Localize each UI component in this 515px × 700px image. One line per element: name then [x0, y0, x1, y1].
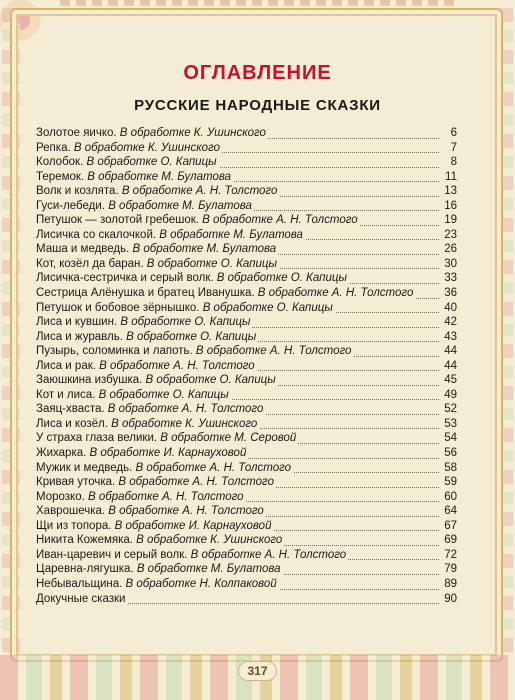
toc-entry-page: 79 — [444, 563, 457, 576]
section-heading: РУССКИЕ НАРОДНЫЕ СКАЗКИ — [134, 97, 381, 114]
toc-entry-adaptation: В обработке А. Н. Толстого — [108, 505, 264, 518]
toc-entry-page: 44 — [444, 359, 457, 372]
toc-entry-adaptation: В обработке М. Серовой — [160, 432, 297, 445]
toc-entry-title — [36, 592, 127, 607]
toc-entry-page: 64 — [444, 505, 457, 518]
toc-entry-name: Хаврошечка. — [36, 505, 109, 518]
toc-entry-title — [36, 155, 219, 170]
toc-entry-title — [36, 519, 273, 534]
toc-entry-page: 8 — [450, 156, 457, 169]
toc-entry-adaptation: В обработке А. Н. Толстого — [190, 548, 347, 561]
toc-entry-name: Золотое яичко. — [36, 127, 120, 139]
toc-entry-name: У страха глаза велики. — [36, 432, 161, 445]
toc-entry-page: 45 — [444, 374, 457, 387]
toc-entry-name: Колобок. — [36, 156, 87, 169]
toc-entry-adaptation: В обработке О. Капицы — [146, 257, 277, 270]
top-border-ornament — [60, 0, 455, 6]
toc-entry-adaptation: В обработке О. Капицы — [86, 156, 217, 169]
toc-entry-adaptation: В обработке О. Капицы — [126, 330, 257, 343]
toc-entry-title — [36, 199, 254, 214]
toc-entry-page: 69 — [444, 534, 457, 547]
toc-entry-page: 26 — [444, 243, 457, 256]
toc-entry-page: 58 — [444, 461, 457, 474]
toc-entry-adaptation: В обработке О. Капицы — [202, 301, 333, 314]
toc-entry-name: Петушок и бобовое зёрнышко. — [36, 301, 203, 314]
toc-entry-page: 90 — [444, 592, 457, 605]
toc-entry-title — [36, 548, 348, 563]
toc-entry-adaptation: В обработке М. Булатова — [87, 170, 231, 183]
toc-entry-page: 36 — [444, 287, 457, 300]
toc-entry-adaptation: В обработке М. Булатова — [136, 563, 281, 576]
contents-heading: ОГЛАВЛЕНИЕ — [183, 62, 332, 84]
toc-entry-name: Кот и лиса. — [36, 388, 99, 401]
toc-entry-adaptation: В обработке А. Н. Толстого — [257, 287, 414, 300]
toc-entry-title — [36, 490, 246, 505]
toc-entry-title — [36, 271, 349, 286]
toc-entry-title — [36, 417, 259, 432]
toc-entry-adaptation: В обработке К. Ушинского — [136, 534, 283, 547]
toc-entry-title — [36, 330, 258, 345]
toc-entry-page: 16 — [444, 199, 457, 212]
toc-entry-name: Репка. — [36, 141, 74, 154]
toc-entry-title — [36, 286, 415, 301]
toc-entry-adaptation: В обработке А. Н. Толстого — [88, 490, 244, 503]
toc-entry-adaptation: В обработке А. Н. Толстого — [121, 185, 278, 198]
toc-entry-page: 59 — [444, 476, 457, 489]
toc-entry-page: 89 — [444, 577, 457, 590]
toc-entry-adaptation: В обработке И. Карнауховой — [114, 519, 272, 532]
toc-entry-adaptation: В обработке М. Булатова — [132, 243, 277, 256]
toc-entry-page: 52 — [444, 403, 457, 416]
toc-entry-page: 23 — [444, 228, 457, 241]
toc-entry-adaptation: В обработке М. Булатова — [159, 228, 303, 241]
toc-entry-page: 42 — [444, 316, 457, 329]
toc-entry-name: Лиса и журавль. — [36, 330, 127, 343]
toc-entry-page: 72 — [444, 548, 457, 561]
toc-entry-name: Морозко. — [36, 490, 88, 503]
toc-entry-name: Кот, козёл да баран. — [36, 257, 147, 270]
toc-entry-title — [36, 475, 276, 490]
toc-entry-title — [36, 344, 353, 359]
toc-entry-name: Жихарка. — [36, 447, 90, 460]
toc-entry[interactable] — [36, 592, 457, 607]
toc-entry-title — [36, 315, 252, 330]
toc-entry-page: 44 — [444, 345, 457, 358]
toc-entry-title — [36, 184, 279, 199]
toc-entry-page: 60 — [444, 490, 457, 503]
toc-entry-name: Заяц-хваста. — [36, 403, 108, 416]
toc-entry-adaptation: В обработке А. Н. Толстого — [107, 403, 264, 416]
page-number — [0, 661, 515, 681]
toc-entry-adaptation: В обработке К. Ушинского — [111, 417, 258, 430]
toc-entry-name: Лиса и рак. — [36, 359, 100, 372]
toc-entry-title — [36, 301, 335, 316]
toc-entry-name: Сестрица Алёнушка и братец Иванушка. — [36, 287, 258, 300]
toc-entry-title — [36, 213, 360, 228]
toc-entry-name: Лиса и кувшин. — [36, 316, 121, 329]
toc-entry-adaptation: В обработке К. Ушинского — [73, 141, 221, 154]
toc-entry-adaptation: В обработке О. Капицы — [120, 316, 251, 329]
toc-entry-page: 7 — [450, 141, 457, 154]
toc-entry-name: Царевна-лягушка. — [36, 563, 137, 576]
toc-entry-page: 6 — [450, 127, 457, 139]
toc-entry-adaptation: В обработке А. Н. Толстого — [195, 345, 352, 358]
toc-entry[interactable] — [36, 286, 457, 301]
toc-entry-title — [36, 126, 268, 141]
toc-entry-name: Щи из топора. — [36, 519, 115, 532]
toc-entry-name: Петушок — золотой гребешок. — [36, 214, 203, 227]
toc-entry-title — [36, 431, 298, 446]
toc-entry-page: 13 — [444, 185, 457, 198]
toc-entry-title — [36, 170, 233, 185]
toc-entry-name: Лисичка со скалочкой. — [36, 228, 160, 241]
toc-entry-page: 40 — [444, 301, 457, 314]
toc-entry-title — [36, 446, 248, 461]
toc-entry-title — [36, 562, 283, 577]
toc-entry-page: 56 — [444, 447, 457, 460]
toc-entry-page: 11 — [445, 170, 457, 183]
toc-entry-title — [36, 533, 284, 548]
toc-entry-title — [36, 504, 266, 519]
toc-entry-title — [36, 242, 278, 257]
toc-entry-title — [36, 228, 305, 243]
toc-entry-name: Пузырь, соломинка и лапоть. — [36, 345, 196, 358]
toc-entry-name: Небывальщина. — [36, 577, 126, 590]
toc-entry-adaptation: В обработке А. Н. Толстого — [202, 214, 358, 227]
page-number-label: 317 — [238, 661, 276, 681]
toc-entry-page: 53 — [444, 417, 457, 430]
toc-entry-name: Волк и козлята. — [36, 185, 122, 198]
toc-entry-adaptation: В обработке А. Н. Толстого — [118, 476, 274, 489]
toc-entry-page: 54 — [444, 432, 457, 445]
toc-entry-adaptation: В обработке К. Ушинского — [119, 127, 266, 139]
toc-entry-title — [36, 577, 279, 592]
toc-entry-name: Маша и медведь. — [36, 243, 133, 256]
toc-entry-adaptation: В обработке А. Н. Толстого — [99, 359, 255, 372]
toc-entry-adaptation: В обработке О. Капицы — [216, 272, 347, 285]
toc-entry-name: Кривая уточка. — [36, 476, 119, 489]
toc-entry-name: Иван-царевич и серый волк. — [36, 548, 191, 561]
toc-entry-adaptation: В обработке М. Булатова — [108, 199, 252, 212]
toc-entry-title — [36, 257, 279, 272]
toc-entry-page: 67 — [444, 519, 457, 532]
toc-entry-title — [36, 402, 265, 417]
table-of-contents — [36, 126, 457, 606]
toc-entry-title — [36, 461, 293, 476]
toc-entry-page: 33 — [444, 272, 457, 285]
toc-entry-name: Никита Кожемяка. — [36, 534, 137, 547]
toc-entry-title — [36, 141, 222, 156]
toc-entry-name: Лисичка-сестричка и серый волк. — [36, 272, 217, 285]
toc-entry-adaptation: В обработке Н. Колпаковой — [125, 577, 277, 590]
toc-entry-title — [36, 388, 231, 403]
toc-entry-name: Мужик и медведь. — [36, 461, 136, 474]
toc-entry-page: 30 — [444, 257, 457, 270]
toc-entry-name: Докучные сказки — [36, 592, 126, 605]
toc-entry-name: Лиса и козёл. — [36, 417, 112, 430]
toc-entry-title — [36, 373, 278, 388]
toc-entry-adaptation: В обработке А. Н. Толстого — [135, 461, 292, 474]
toc-entry-adaptation: В обработке О. Капицы — [145, 374, 276, 387]
toc-entry-title — [36, 359, 257, 374]
toc-entry-name: Гуси-лебеди. — [36, 199, 109, 212]
toc-entry-adaptation: В обработке О. Капицы — [98, 388, 229, 401]
toc-entry-page: 19 — [444, 214, 457, 227]
toc-entry-page: 49 — [444, 388, 457, 401]
toc-entry-page: 43 — [444, 330, 457, 343]
toc-entry-adaptation: В обработке И. Карнауховой — [89, 447, 247, 460]
toc-entry-name: Теремок. — [36, 170, 88, 183]
toc-entry-name: Заюшкина избушка. — [36, 374, 146, 387]
